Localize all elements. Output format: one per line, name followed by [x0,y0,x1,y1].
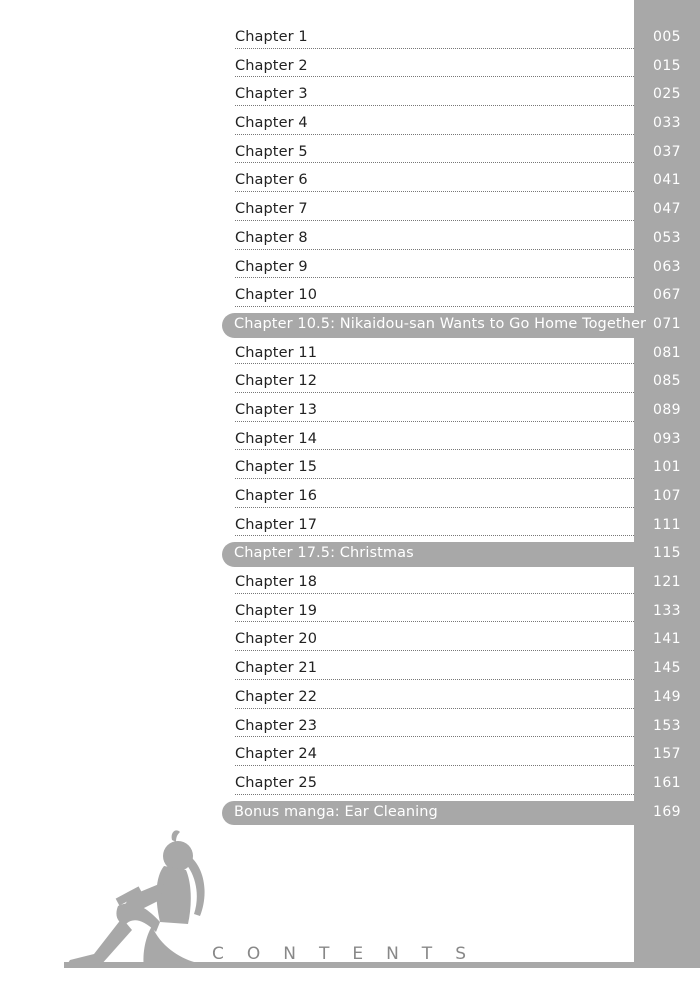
toc-entry-title: Chapter 5 [235,143,308,160]
toc-entry [222,254,700,283]
toc-entry-title: Chapter 12 [235,373,318,390]
toc-entry-page: 115 [653,545,681,562]
contents-label: CONTENTS [212,944,489,964]
toc-entry-title: Chapter 2 [235,57,308,74]
toc-entry [222,426,700,455]
toc-entry-title: Chapter 4 [235,115,308,132]
toc-entry-title: Chapter 1 [235,29,308,45]
toc-entry-page: 089 [653,401,681,418]
toc-entry [222,110,700,139]
dotted-leader [235,363,634,364]
toc-entry [222,282,700,311]
toc-entry-title: Chapter 13 [235,401,318,418]
toc-entry-page: 093 [653,430,681,447]
toc-entry-title: Chapter 22 [235,688,318,705]
toc-entry [222,397,700,426]
toc-entry-page: 047 [653,201,681,218]
dotted-leader [235,220,634,221]
toc-entry [222,81,700,110]
dotted-leader [235,478,634,479]
dotted-leader [235,277,634,278]
toc-entry [222,483,700,512]
toc-entry [222,598,700,627]
toc-special-entry [222,799,700,828]
dotted-leader [235,249,634,250]
reading-girl-silhouette-icon [60,826,230,968]
toc-entry-title: Chapter 14 [235,430,318,447]
toc-entry-page: 037 [653,143,681,160]
toc-entry-page: 085 [653,373,681,390]
toc-entry-page: 153 [653,717,681,734]
toc-entry [222,53,700,82]
toc-entry [222,684,700,713]
toc-entry-title: Chapter 23 [235,717,318,734]
toc-special-entry [222,540,700,569]
toc-entry [222,196,700,225]
dotted-leader [235,306,634,307]
toc-entry-page: 081 [653,344,681,361]
dotted-leader [235,134,634,135]
toc-entry-title: Chapter 11 [235,344,318,361]
toc-entry-page: 005 [653,29,681,45]
toc-entry [222,139,700,168]
dotted-leader [235,679,634,680]
toc-entry-page: 111 [653,516,681,533]
dotted-leader [235,76,634,77]
dotted-leader [235,765,634,766]
toc-entry-title: Chapter 6 [235,172,308,189]
dotted-leader [235,421,634,422]
toc-entry-page: 133 [653,602,681,619]
toc-entry-title: Chapter 3 [235,86,308,103]
toc-entry-page: 157 [653,746,681,763]
toc-entry-page: 033 [653,115,681,132]
toc-entry [222,512,700,541]
toc-entry-title: Chapter 15 [235,459,318,476]
toc-entry-title: Chapter 8 [235,229,308,246]
toc-entry-title: Chapter 17.5: Christmas [234,545,414,562]
toc-entry-title: Chapter 16 [235,488,318,504]
dotted-leader [235,593,634,594]
dotted-leader [235,162,634,163]
toc-entry [222,454,700,483]
toc-entry-page: 145 [653,660,681,677]
toc-entry-title: Chapter 19 [235,602,318,619]
toc-entry [222,569,700,598]
toc-entry [222,340,700,369]
toc-entry-page: 169 [653,803,681,820]
toc-entry-title: Chapter 24 [235,746,318,763]
dotted-leader [235,507,634,508]
toc-special-entry [222,311,700,340]
dotted-leader [235,708,634,709]
toc-entry-page: 063 [653,258,681,275]
toc-entry-page: 101 [653,459,681,476]
toc-entry [222,24,700,53]
toc-entry [222,626,700,655]
toc-entry-page: 053 [653,229,681,246]
toc-entry-title: Chapter 17 [235,516,318,533]
toc-entry [222,655,700,684]
toc-entry-title: Chapter 20 [235,631,318,648]
toc-entry-title: Chapter 10.5: Nikaidou-san Wants to Go Home Together [234,315,647,332]
toc-entry-title: Chapter 21 [235,660,318,677]
toc-entry-page: 041 [653,172,681,189]
toc-entry-title: Chapter 25 [235,774,318,791]
toc-entry-title: Chapter 9 [235,258,308,275]
toc-entry [222,167,700,196]
toc-entry [222,741,700,770]
dotted-leader [235,736,634,737]
dotted-leader [235,191,634,192]
toc-entry-page: 015 [653,57,681,74]
toc-entry-page: 141 [653,631,681,648]
dotted-leader [235,650,634,651]
toc-entry [222,713,700,742]
toc-entry [222,225,700,254]
toc-entry-title: Bonus manga: Ear Cleaning [234,803,438,820]
toc-entry-page: 107 [653,488,681,504]
dotted-leader [235,105,634,106]
dotted-leader [235,794,634,795]
toc-entry-page: 067 [653,287,681,304]
dotted-leader [235,535,634,536]
toc-entry-page: 025 [653,86,681,103]
toc-entry [222,368,700,397]
toc-entry-title: Chapter 18 [235,574,318,591]
dotted-leader [235,449,634,450]
table-of-contents [222,24,700,827]
dotted-leader [235,48,634,49]
toc-entry-title: Chapter 10 [235,287,318,304]
dotted-leader [235,621,634,622]
toc-entry-title: Chapter 7 [235,201,308,218]
toc-entry-page: 071 [653,315,681,332]
toc-entry [222,770,700,799]
toc-entry-page: 149 [653,688,681,705]
dotted-leader [235,392,634,393]
toc-entry-page: 161 [653,774,681,791]
toc-entry-page: 121 [653,574,681,591]
